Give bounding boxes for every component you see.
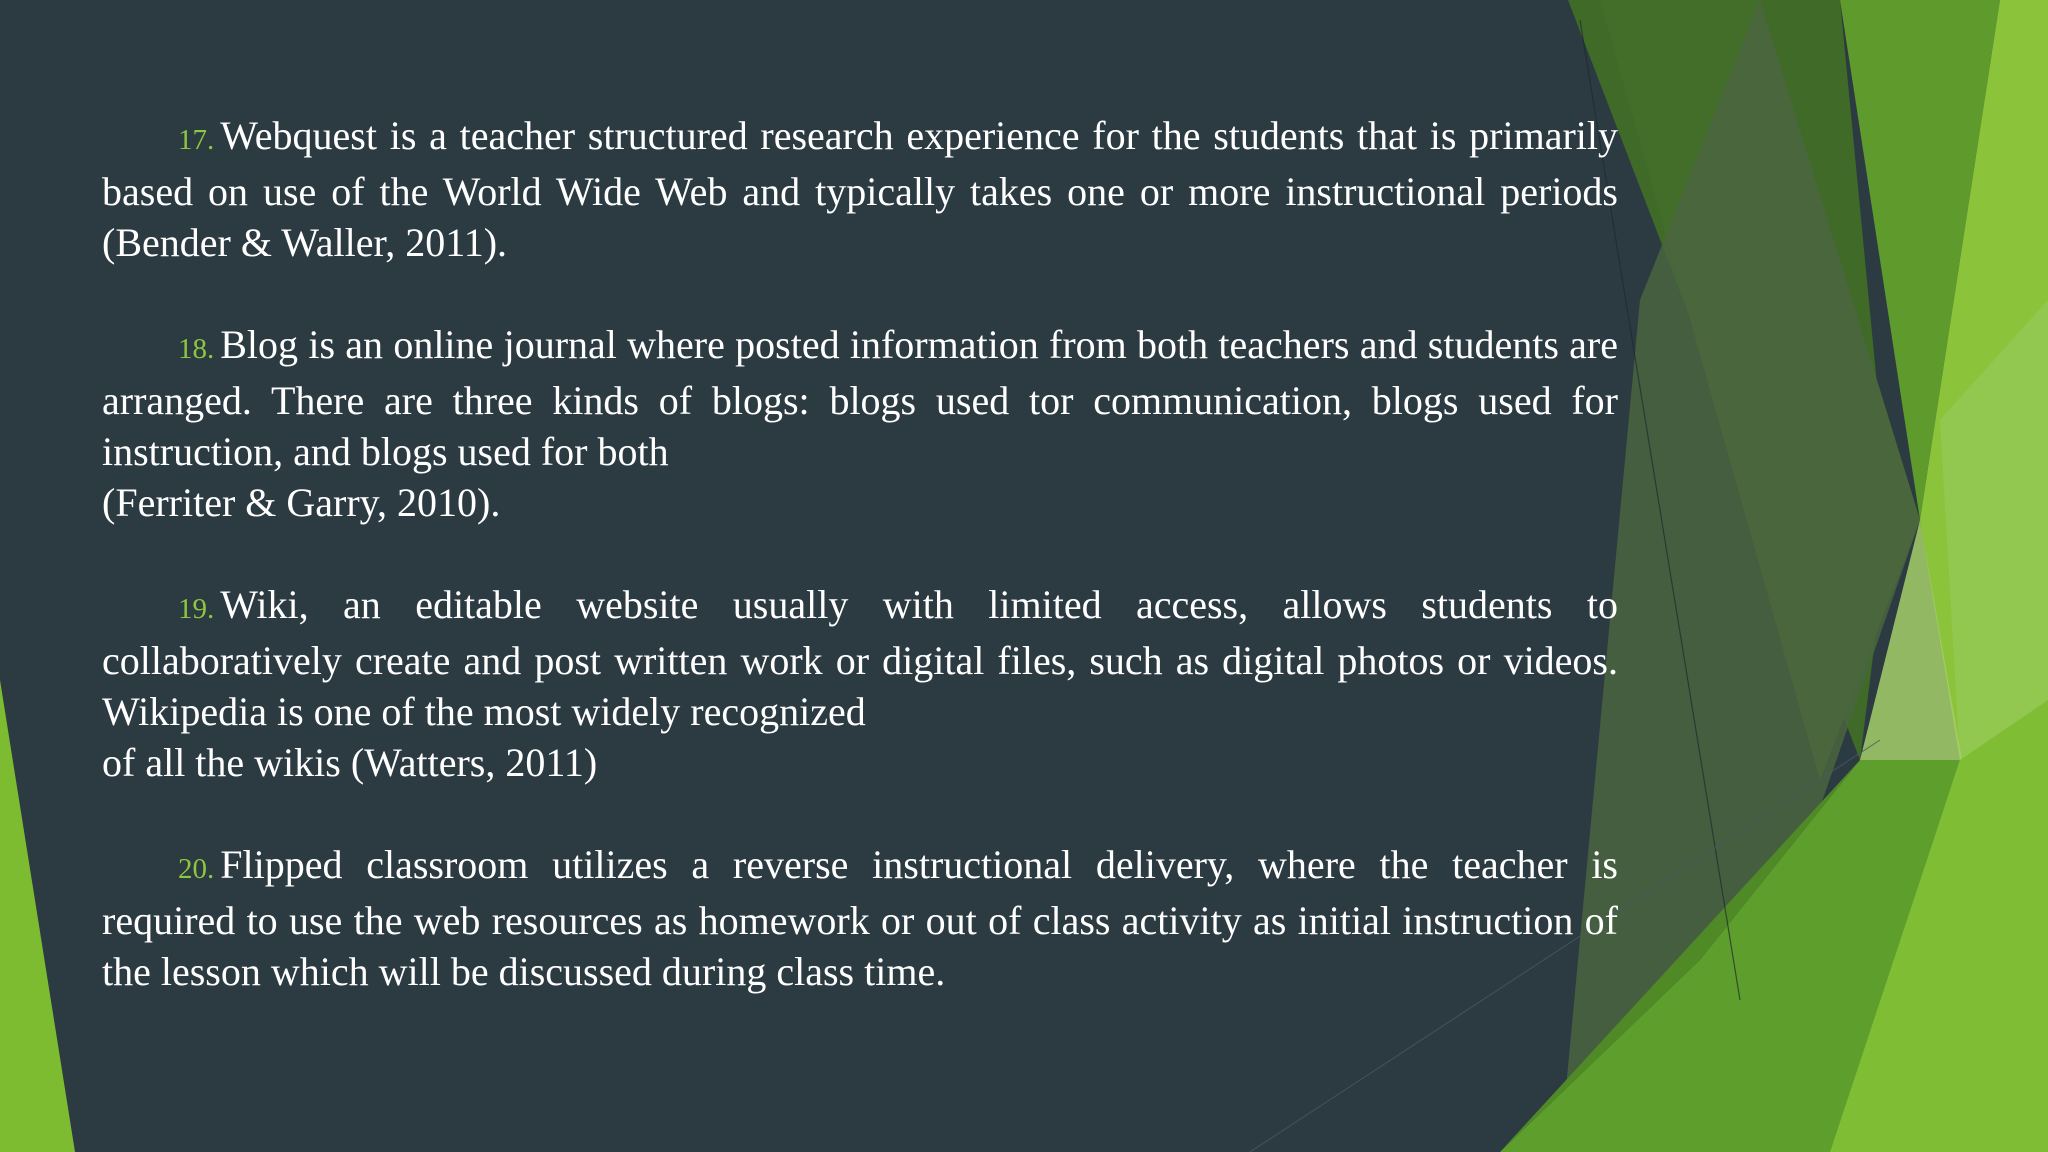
item-text-tail: (Ferriter & Garry, 2010). — [102, 480, 501, 525]
list-item-18 — [102, 319, 1618, 528]
slide-content — [102, 110, 1618, 1048]
item-text: Wiki, an editable website usually with limited access, allows students to collaboratively create and post written work or digital files, such as digital photos or videos. Wikipedia is one of the most widely recognized — [102, 582, 1618, 734]
list-item-17 — [102, 110, 1618, 268]
item-text: Blog is an online journal where posted information from both teachers and students are arranged. There are three kinds of blogs: blogs used tor communication, blogs used for instruction, and blogs used for both — [102, 322, 1618, 474]
item-number: 17. — [178, 124, 215, 156]
item-number: 19. — [178, 593, 215, 625]
facet-left-wedge — [0, 680, 75, 1152]
list-item-19 — [102, 579, 1618, 788]
item-number: 20. — [178, 853, 215, 885]
list-item-20 — [102, 839, 1618, 997]
item-text: Flipped classroom utilizes a reverse instructional delivery, where the teacher is required to use the web resources as homework or out of class activity as initial instruction of the lesson which will be discussed during class time. — [102, 842, 1618, 994]
item-text-tail: of all the wikis (Watters, 2011) — [102, 740, 598, 785]
item-text: Webquest is a teacher structured research experience for the students that is primarily based on use of the World Wide Web and typically takes one or more instructional periods (Bender & Waller, 2011). — [102, 113, 1618, 265]
item-number: 18. — [178, 333, 215, 365]
